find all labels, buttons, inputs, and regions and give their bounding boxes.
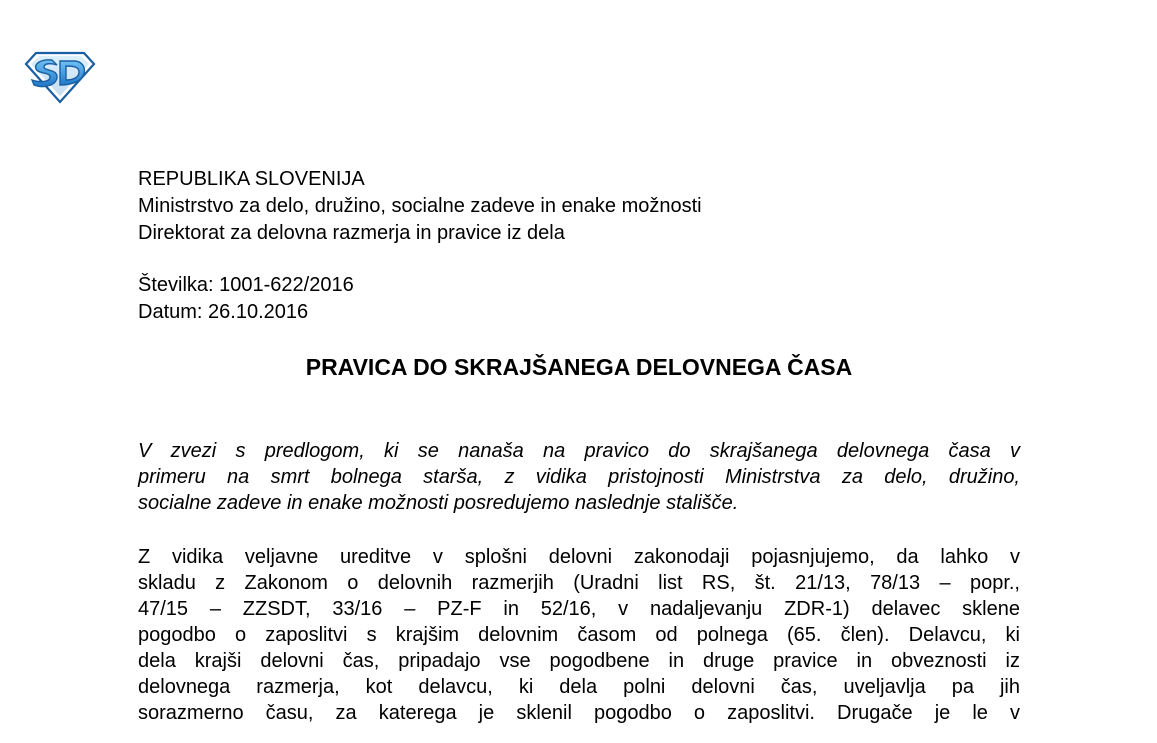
body-line: delovnega razmerja, kot delavcu, ki dela polni delovni čas, uveljavlja pa jih [138, 676, 1020, 698]
body-line: pogodbo o zaposlitvi s krajšim delovnim časom od polnega (65. člen). Delavcu, ki [138, 624, 1020, 646]
document-meta [138, 272, 354, 326]
document-title: PRAVICA DO SKRAJŠANEGA DELOVNEGA ČASA [305, 354, 853, 380]
intro-line: V zvezi s predlogom, ki se nanaša na pravico do skrajšanega delovnega časa v [138, 440, 1020, 462]
letterhead [138, 166, 702, 247]
body-line: dela krajši delovni čas, pripadajo vse pogodbene in druge pravice in obveznosti iz [138, 650, 1020, 672]
sd-logo-icon [22, 50, 96, 104]
country-name: REPUBLIKA SLOVENIJA [138, 168, 365, 190]
body-line: sorazmerno času, za katerega je sklenil pogodbo o zaposlitvi. Drugače je le v [138, 702, 1020, 724]
directorate-name: Direktorat za delovna razmerja in pravice iz dela [138, 222, 565, 244]
intro-line: primeru na smrt bolnega starša, z vidika pristojnosti Ministrstva za delo, družino, [138, 466, 1020, 488]
intro-paragraph [138, 438, 1020, 516]
document-number: Številka: 1001-622/2016 [138, 274, 354, 296]
intro-line: socialne zadeve in enake možnosti posredujemo naslednje stališče. [138, 492, 739, 514]
body-paragraph [138, 544, 1020, 726]
ministry-name: Ministrstvo za delo, družino, socialne zadeve in enake možnosti [138, 195, 702, 217]
document-date: Datum: 26.10.2016 [138, 301, 309, 323]
body-line: 47/15 – ZZSDT, 33/16 – PZ-F in 52/16, v nadaljevanju ZDR-1) delavec sklene [138, 598, 1020, 620]
body-line: skladu z Zakonom o delovnih razmerjih (Uradni list RS, št. 21/13, 78/13 – popr., [138, 572, 1020, 594]
body-line: Z vidika veljavne ureditve v splošni delovni zakonodaji pojasnjujemo, da lahko v [138, 546, 1020, 568]
